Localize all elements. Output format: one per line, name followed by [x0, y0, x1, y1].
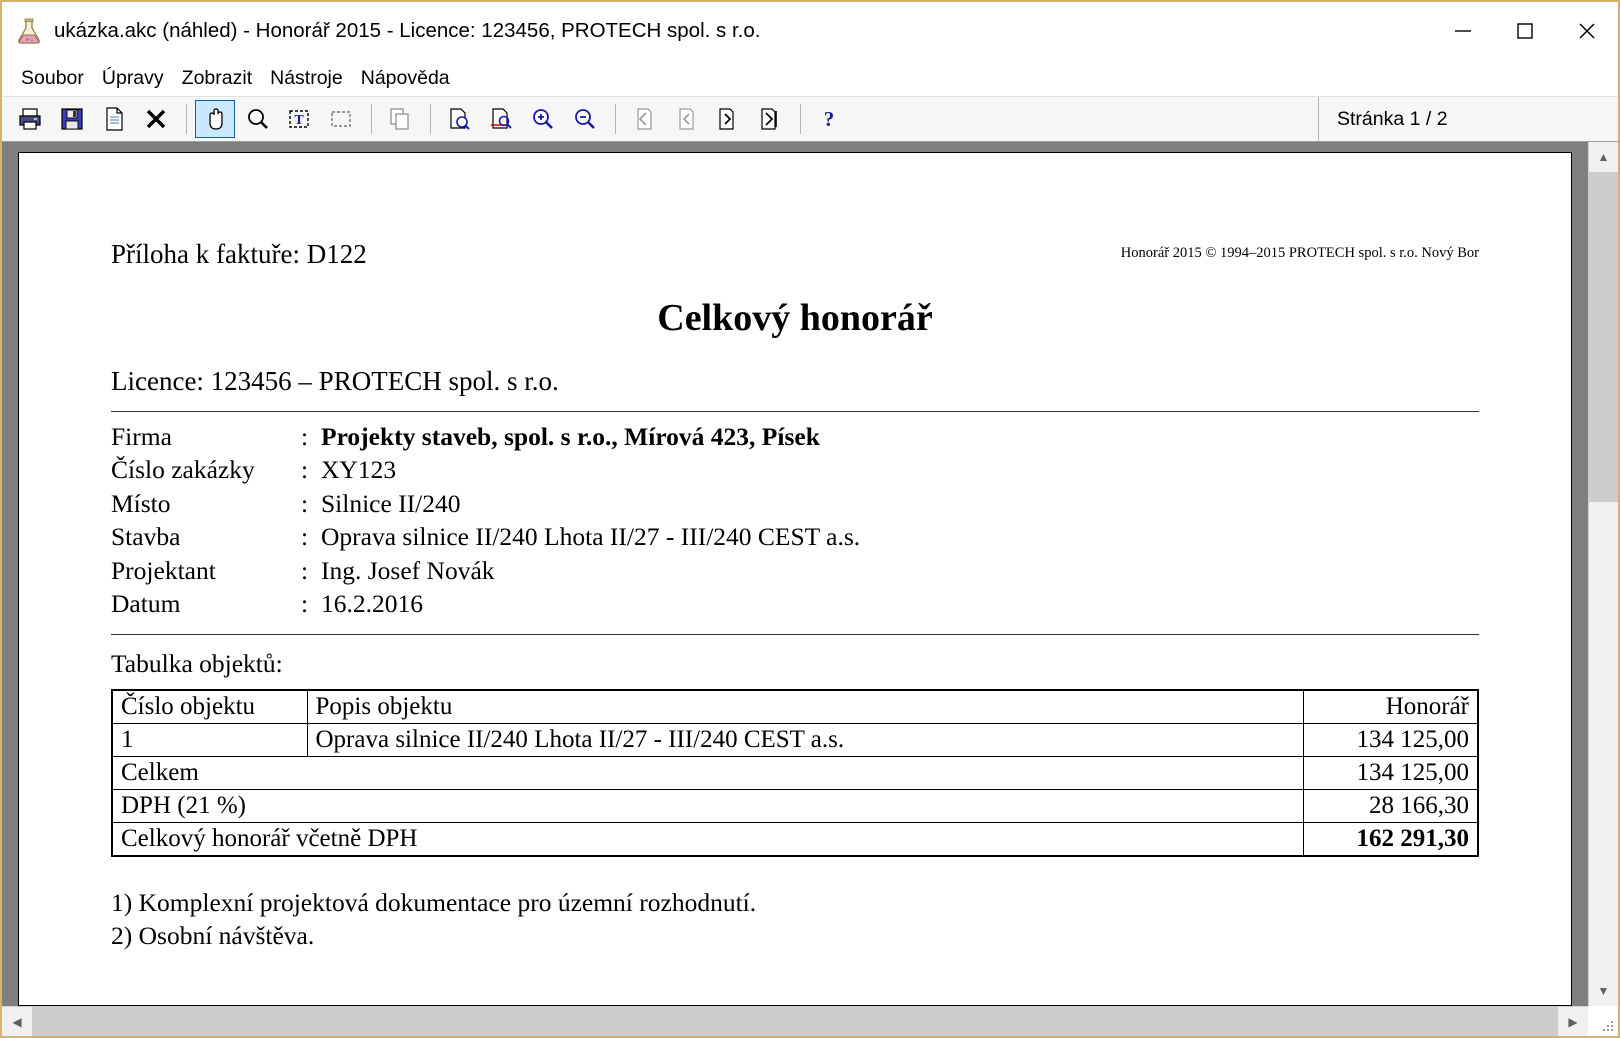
divider-bottom — [111, 634, 1479, 635]
hand-tool-icon[interactable] — [195, 100, 235, 138]
info-value: Oprava silnice II/240 Lhota II/27 - III/240 CEST a.s. — [321, 522, 861, 552]
info-colon: : — [301, 555, 309, 585]
menu-item-soubor[interactable]: Soubor — [21, 66, 84, 89]
table-row — [112, 790, 1478, 823]
toolbar-separator — [800, 104, 801, 134]
vertical-scroll-track[interactable] — [1589, 172, 1618, 976]
license-line: Licence: 123456 – PROTECH spol. s r.o. — [111, 366, 559, 396]
table-cell-label: DPH (21 %) — [112, 790, 1303, 823]
toolbar — [2, 96, 1618, 142]
menu-item-zobrazit[interactable]: Zobrazit — [181, 66, 253, 89]
document-page — [18, 152, 1572, 1006]
info-label: Projektant — [111, 555, 216, 585]
maximize-button[interactable] — [1494, 2, 1556, 60]
info-value: 16.2.2016 — [321, 588, 423, 618]
last-page-icon[interactable] — [750, 100, 790, 138]
info-row-cislo-zakazky — [111, 453, 860, 486]
bottom-scroll-row — [2, 1006, 1618, 1036]
document-title: Celkový honorář — [657, 297, 933, 339]
footnote-item: 1) Komplexní projektová dokumentace pro územní rozhodnutí. — [111, 888, 757, 918]
zoom-out-icon[interactable] — [565, 100, 605, 138]
info-colon: : — [301, 488, 309, 518]
marquee-select-icon[interactable] — [321, 100, 361, 138]
zoom-in-icon[interactable] — [523, 100, 563, 138]
vertical-scrollbar[interactable] — [1588, 142, 1618, 1006]
first-page-icon[interactable] — [624, 100, 664, 138]
menu-item-napoveda[interactable]: Nápověda — [360, 66, 450, 89]
magnifier-tool-icon[interactable] — [237, 100, 277, 138]
info-row-firma — [111, 420, 860, 453]
fit-width-icon[interactable] — [481, 100, 521, 138]
info-colon: : — [301, 455, 309, 485]
table-cell-amount: 134 125,00 — [1303, 757, 1478, 790]
table-header-cell: Popis objektu — [307, 690, 1303, 724]
footnotes — [111, 887, 1479, 950]
invoice-reference: Příloha k faktuře: D122 — [111, 239, 367, 269]
vertical-scroll-thumb[interactable] — [1589, 172, 1618, 502]
scroll-left-icon[interactable]: ◀ — [2, 1007, 32, 1036]
copyright-notice: Honorář 2015 © 1994–2015 PROTECH spol. s r.o. Nový Bor — [1120, 245, 1479, 261]
svg-text:?: ? — [823, 107, 835, 131]
info-row-misto — [111, 487, 860, 520]
close-document-icon[interactable] — [136, 100, 176, 138]
app-flask-icon — [14, 16, 44, 46]
scroll-right-icon[interactable]: ▶ — [1558, 1007, 1588, 1036]
table-row — [112, 757, 1478, 790]
table-cell-amount: 134 125,00 — [1303, 724, 1478, 757]
toolbar-separator — [615, 104, 616, 134]
info-label: Stavba — [111, 522, 181, 552]
divider-top — [111, 411, 1479, 412]
info-row-datum — [111, 587, 860, 620]
next-page-icon[interactable] — [708, 100, 748, 138]
print-icon[interactable] — [10, 100, 50, 138]
menu-item-upravy[interactable]: Úpravy — [101, 66, 164, 89]
save-icon[interactable] — [52, 100, 92, 138]
menu-bar — [2, 60, 1618, 96]
svg-text:T: T — [294, 113, 304, 128]
copy-icon[interactable] — [380, 100, 420, 138]
table-cell-amount: 162 291,30 — [1303, 823, 1478, 857]
minimize-button[interactable] — [1432, 2, 1494, 60]
toolbar-separator — [371, 104, 372, 134]
window-title: ukázka.akc (náhled) - Honorář 2015 - Licence: 123456, PROTECH spol. s r.o. — [54, 19, 761, 42]
table-row — [112, 724, 1478, 757]
scroll-up-icon[interactable]: ▲ — [1589, 142, 1618, 172]
help-icon[interactable] — [809, 100, 849, 138]
info-value: Projekty staveb, spol. s r.o., Mírová 423, Písek — [321, 422, 820, 451]
info-label: Místo — [111, 488, 171, 518]
prev-page-icon[interactable] — [666, 100, 706, 138]
objects-table — [111, 689, 1479, 857]
close-button[interactable] — [1556, 2, 1618, 60]
table-header-cell: Číslo objektu — [112, 690, 307, 724]
page-indicator: Stránka 1 / 2 — [1318, 97, 1618, 141]
table-header-cell: Honorář — [1303, 690, 1478, 724]
toolbar-separator — [430, 104, 431, 134]
horizontal-scroll-thumb[interactable] — [32, 1007, 1558, 1036]
footnote-item: 2) Osobní návštěva. — [111, 920, 315, 950]
document-icon[interactable] — [94, 100, 134, 138]
info-colon: : — [301, 588, 309, 618]
document-area — [2, 142, 1618, 1006]
table-cell-number: 1 — [112, 724, 307, 757]
info-row-stavba — [111, 520, 860, 553]
document-viewport[interactable] — [2, 142, 1588, 1006]
toolbar-separator — [186, 104, 187, 134]
info-table — [111, 420, 860, 620]
menu-item-nastroje[interactable]: Nástroje — [270, 66, 343, 89]
info-value: XY123 — [321, 455, 397, 485]
info-colon: : — [301, 422, 309, 451]
info-value: Silnice II/240 — [321, 488, 461, 518]
text-select-icon[interactable] — [279, 100, 319, 138]
horizontal-scrollbar[interactable] — [2, 1006, 1588, 1036]
info-value: Ing. Josef Novák — [321, 555, 495, 585]
table-row — [112, 823, 1478, 857]
info-colon: : — [301, 522, 309, 552]
info-label: Datum — [111, 588, 181, 618]
fit-page-icon[interactable] — [439, 100, 479, 138]
resize-grip[interactable] — [1588, 1006, 1618, 1036]
horizontal-scroll-track[interactable] — [32, 1007, 1558, 1036]
document-header-row — [111, 239, 1479, 270]
table-caption: Tabulka objektů: — [111, 649, 283, 679]
scroll-down-icon[interactable]: ▼ — [1589, 976, 1618, 1006]
table-header-row — [112, 690, 1478, 724]
title-bar — [2, 2, 1618, 60]
info-label: Číslo zakázky — [111, 455, 255, 485]
table-cell-amount: 28 166,30 — [1303, 790, 1478, 823]
table-cell-label: Celkový honorář včetně DPH — [112, 823, 1303, 857]
table-cell-description: Oprava silnice II/240 Lhota II/27 - III/240 CEST a.s. — [307, 724, 1303, 757]
window-controls — [1432, 2, 1618, 60]
info-row-projektant — [111, 554, 860, 587]
info-label: Firma — [111, 422, 172, 451]
table-cell-label: Celkem — [112, 757, 1303, 790]
